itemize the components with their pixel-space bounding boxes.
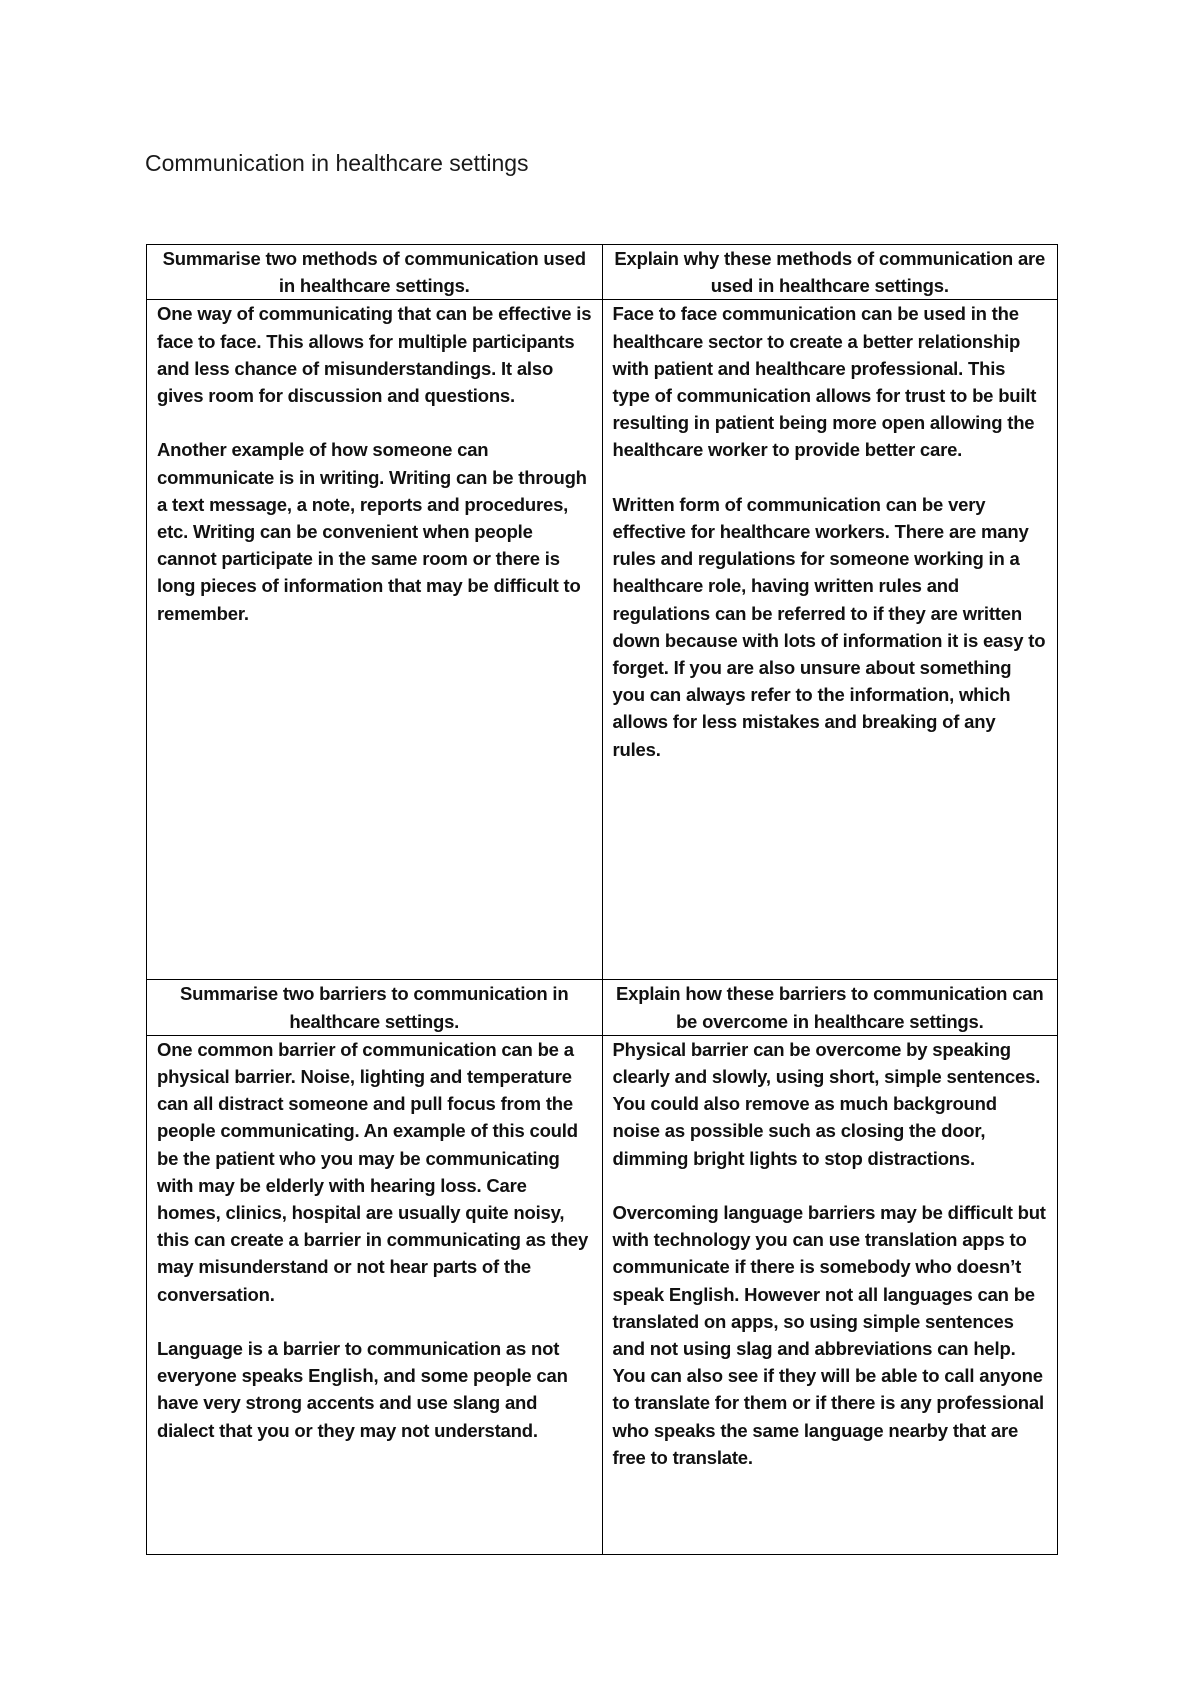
table-row xyxy=(147,980,1058,1035)
physical-barrier-solution: Physical barrier can be overcome by speaking clearly and slowly, using short, simple sentences. You could also remove as much background noise as possible such as closing the door, dimming bright lights to stop distractions. xyxy=(612,1038,1041,1169)
face-to-face-summary: One way of communicating that can be effective is face to face. This allows for multiple participants and less chance of misunderstandings. It also gives room for discussion and questions. xyxy=(157,303,592,407)
barriers-summary-header: Summarise two barriers to communication in healthcare settings. xyxy=(147,980,603,1035)
physical-barrier-summary: One common barrier of communication can be a physical barrier. Noise, lighting and temperature can all distract someone and pull focus from the people communicating. An example of this could be the patient who you may be communicating with may be elderly with hearing loss. Care homes, clinics, hospital are usually quite noisy, this can create a barrier in communicating as they may misunderstand or not hear parts of the conversation. xyxy=(157,1038,589,1305)
language-barrier-summary: Language is a barrier to communication as not everyone speaks English, and some people can have very strong accents and use slang and dialect that you or they may not understand. xyxy=(157,1338,568,1441)
table-row xyxy=(147,1035,1058,1554)
methods-explain-header: Explain why these methods of communication are used in healthcare settings. xyxy=(602,245,1058,300)
written-explanation: Written form of communication can be very effective for healthcare workers. There are many rules and regulations for someone working in a healthcare role, having written rules and regulations can be referred to if they are written down because with lots of information it is easy to forget. If you are also unsure about something you can always refer to the information, which allows for less mistakes and breaking of any rules. xyxy=(612,493,1046,760)
language-barrier-solution: Overcoming language barriers may be difficult but with technology you can use translation apps to communicate if there is somebody who doesn’t speak English. However not all languages can be translated on apps, so using simple sentences and not using slag and abbreviations can help. You can also see if they will be able to call anyone to translate for them or if there is any professional who speaks the same language nearby that are free to translate. xyxy=(612,1202,1046,1468)
methods-summary-cell xyxy=(147,300,603,980)
document-title: Communication in healthcare settings xyxy=(145,150,529,176)
methods-explain-cell xyxy=(602,300,1058,980)
writing-summary: Another example of how someone can communicate is in writing. Writing can be through a text message, a note, reports and procedures, etc. Writing can be convenient when people cannot participate in the same room or there is long pieces of information that may be difficult to remember. xyxy=(157,439,587,624)
table-row xyxy=(147,245,1058,300)
methods-summary-header: Summarise two methods of communication used in healthcare settings. xyxy=(147,245,603,300)
barriers-summary-cell xyxy=(147,1035,603,1554)
barriers-overcome-cell xyxy=(602,1035,1058,1554)
barriers-overcome-header: Explain how these barriers to communication can be overcome in healthcare settings. xyxy=(602,980,1058,1035)
face-to-face-explanation: Face to face communication can be used in the healthcare sector to create a better relationship with patient and healthcare professional. This type of communication allows for trust to be built resulting in patient being more open allowing the healthcare worker to provide better care. xyxy=(612,303,1037,461)
worksheet-table xyxy=(146,244,1058,1555)
table-row xyxy=(147,300,1058,980)
